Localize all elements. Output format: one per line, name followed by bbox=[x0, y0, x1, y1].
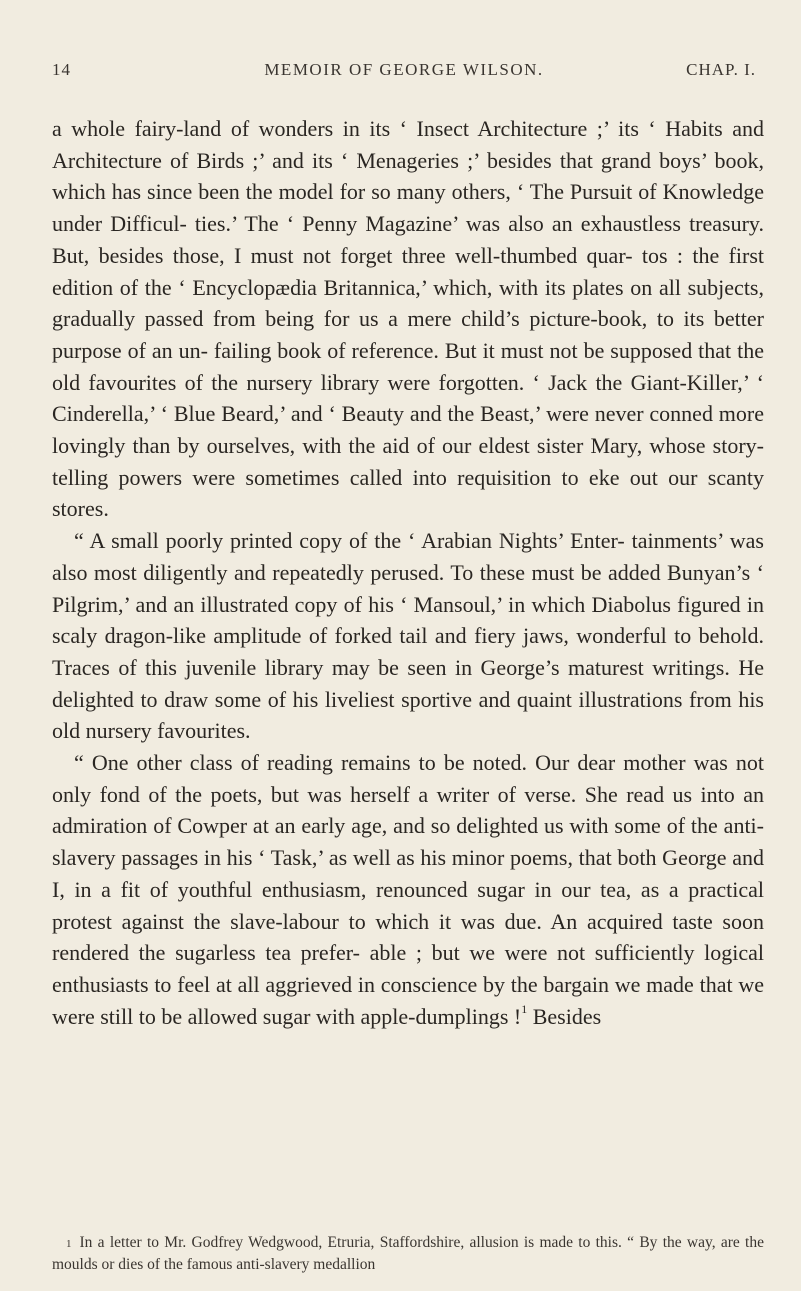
paragraph-tail: Besides bbox=[527, 1003, 602, 1029]
footnote-text: In a letter to Mr. Godfrey Wedgwood, Etruria, Staffordshire, allusion is made to this. “ By the way, are the moulds or dies of the famous anti-slavery medallion bbox=[52, 1234, 764, 1273]
chapter-label: CHAP. I. bbox=[686, 60, 756, 79]
footnote bbox=[52, 1232, 764, 1276]
footnote-mark: 1 bbox=[66, 1238, 72, 1250]
paragraph-with-footnote bbox=[52, 747, 764, 1032]
footnote-reference: 1 bbox=[521, 1001, 528, 1016]
paragraph-text: “ One other class of reading remains to be noted. Our dear mother was not only fond of the poets, but was herself a writer of verse. She read us into an admiration of Cowper at an early age, and so delighted us with some of the anti-slavery passages in his ‘ Task,’ as well as his minor poems, that both George and I, in a fit of youthful enthusiasm, renounced sugar in our tea, as a practical protest against the slave-labour to which it was due. An acquired taste soon rendered the sugarless tea prefer- able ; but we were not sufficiently logical enthusiasts to feel at all aggrieved in conscience by the bargain we made that we were still to be allowed sugar with apple-dumplings ! bbox=[52, 750, 764, 1029]
paragraph: “ A small poorly printed copy of the ‘ Arabian Nights’ Enter- tainments’ was also most diligently and repeatedly perused. To these must be added Bunyan’s ‘ Pilgrim,’ and an illustrated copy of his ‘ Mansoul,’ in which Diabolus figured in scaly dragon-like amplitude of forked tail and fiery jaws, wonderful to behold. Traces of this juvenile library may be seen in George’s maturest writings. He delighted to draw some of his liveliest sportive and quaint illustrations from his old nursery favourites. bbox=[52, 528, 764, 744]
body-text bbox=[52, 113, 764, 1032]
page-number: 14 bbox=[52, 60, 71, 79]
paragraph: a whole fairy-land of wonders in its ‘ Insect Architecture ;’ its ‘ Habits and Architecture of Birds ;’ and its ‘ Menageries ;’ besides that grand boys’ book, which has since been the model for so many others, ‘ The Pursuit of Knowledge under Difficul- ties.’ The ‘ Penny Magazine’ was also an exhaustless treasury. But, besides those, I must not forget three well-thumbed quar- tos : the first edition of the ‘ Encyclopædia Britannica,’ which, with its plates on all subjects, gradually passed from being for us a mere child’s picture-book, to its better purpose of an un- failing book of reference. But it must not be supposed that the old favourites of the nursery library were forgotten. ‘ Jack the Giant-Killer,’ ‘ Cinderella,’ ‘ Blue Beard,’ and ‘ Beauty and the Beast,’ were never conned more lovingly than by ourselves, with the aid of our eldest sister Mary, whose story-telling powers were sometimes called into requisition to eke out our scanty stores. bbox=[52, 116, 764, 522]
running-title: MEMOIR OF GEORGE WILSON. bbox=[264, 60, 544, 79]
running-head bbox=[52, 60, 756, 86]
